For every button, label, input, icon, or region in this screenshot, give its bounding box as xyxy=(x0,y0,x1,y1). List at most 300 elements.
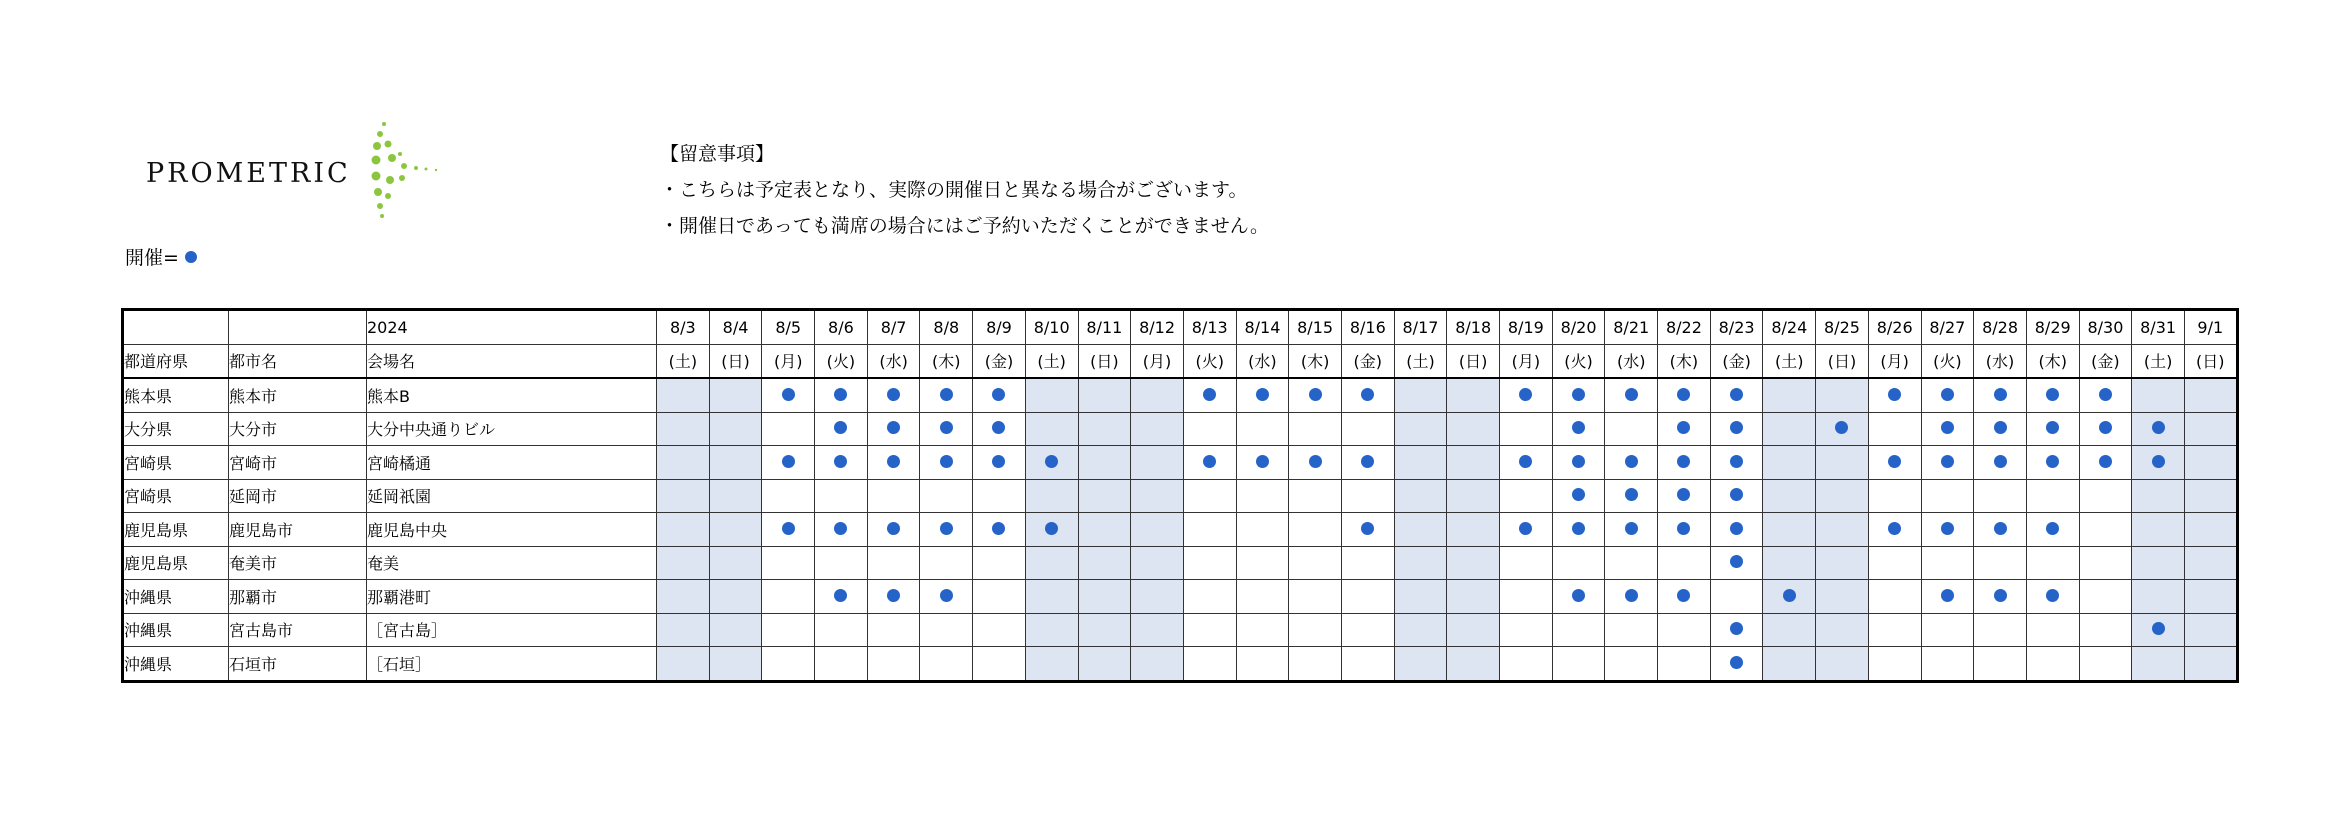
schedule-cell xyxy=(2026,580,2079,614)
schedule-cell xyxy=(1447,378,1500,412)
date-cell: 8/18 xyxy=(1447,310,1500,345)
held-dot-icon xyxy=(834,455,847,468)
schedule-cell xyxy=(2079,647,2132,682)
held-dot-icon xyxy=(1572,589,1585,602)
city-cell: 大分市 xyxy=(229,412,367,446)
schedule-cell xyxy=(1816,378,1869,412)
schedule-cell xyxy=(762,647,815,682)
weekday-cell: (月) xyxy=(1131,344,1184,378)
schedule-cell xyxy=(2184,412,2237,446)
venue-cell: 大分中央通りビル xyxy=(367,412,657,446)
weekday-cell: (金) xyxy=(1710,344,1763,378)
held-dot-icon xyxy=(1677,388,1690,401)
schedule-cell xyxy=(657,513,710,547)
held-dot-icon xyxy=(1625,589,1638,602)
city-cell: 延岡市 xyxy=(229,479,367,513)
weekday-cell: (日) xyxy=(709,344,762,378)
schedule-cell xyxy=(1868,546,1921,580)
weekday-cell: (月) xyxy=(762,344,815,378)
held-dot-icon xyxy=(1625,455,1638,468)
held-dot-icon xyxy=(992,522,1005,535)
date-cell: 8/23 xyxy=(1710,310,1763,345)
schedule-cell xyxy=(1921,412,1974,446)
schedule-cell xyxy=(1078,412,1131,446)
schedule-cell xyxy=(1974,378,2027,412)
schedule-cell xyxy=(1974,412,2027,446)
schedule-cell xyxy=(1710,378,1763,412)
date-cell: 8/20 xyxy=(1552,310,1605,345)
held-dot-icon xyxy=(2046,589,2059,602)
venue-row xyxy=(123,513,2238,547)
held-dot-icon xyxy=(1256,455,1269,468)
prefecture-cell: 沖縄県 xyxy=(123,580,229,614)
schedule-cell xyxy=(762,412,815,446)
city-cell: 那覇市 xyxy=(229,580,367,614)
schedule-cell xyxy=(815,479,868,513)
schedule-cell xyxy=(1447,613,1500,647)
schedule-cell xyxy=(2026,479,2079,513)
schedule-cell xyxy=(709,479,762,513)
schedule-cell xyxy=(1236,446,1289,480)
schedule-cell xyxy=(657,546,710,580)
held-dot-icon xyxy=(834,421,847,434)
schedule-cell xyxy=(2184,546,2237,580)
venue-cell: ［石垣］ xyxy=(367,647,657,682)
date-cell: 8/9 xyxy=(973,310,1026,345)
schedule-cell xyxy=(815,513,868,547)
venue-row xyxy=(123,613,2238,647)
held-dot-icon xyxy=(887,421,900,434)
held-dot-icon xyxy=(1941,522,1954,535)
schedule-cell xyxy=(1394,613,1447,647)
notes-section xyxy=(660,136,1269,244)
held-dot-icon xyxy=(1730,488,1743,501)
schedule-cell xyxy=(1183,647,1236,682)
schedule-cell xyxy=(2026,412,2079,446)
held-dot-icon xyxy=(1045,455,1058,468)
weekday-cell: (木) xyxy=(1289,344,1342,378)
schedule-cell xyxy=(1289,613,1342,647)
schedule-cell xyxy=(1868,479,1921,513)
schedule-cell xyxy=(1816,513,1869,547)
schedule-cell xyxy=(1658,580,1711,614)
schedule-cell xyxy=(1025,647,1078,682)
schedule-cell xyxy=(1183,546,1236,580)
schedule-cell xyxy=(920,546,973,580)
schedule-cell xyxy=(1341,546,1394,580)
schedule-cell xyxy=(657,446,710,480)
schedule-cell xyxy=(1763,412,1816,446)
date-cell: 8/21 xyxy=(1605,310,1658,345)
held-dot-icon xyxy=(1519,388,1532,401)
schedule-cell xyxy=(2184,446,2237,480)
date-cell: 8/5 xyxy=(762,310,815,345)
schedule-cell xyxy=(1974,546,2027,580)
venue-cell: ［宮古島］ xyxy=(367,613,657,647)
held-dot-icon xyxy=(2046,455,2059,468)
schedule-cell xyxy=(1447,446,1500,480)
date-cell: 8/16 xyxy=(1341,310,1394,345)
schedule-cell xyxy=(1763,546,1816,580)
schedule-cell xyxy=(1763,378,1816,412)
date-cell: 8/4 xyxy=(709,310,762,345)
held-dot-icon xyxy=(1730,622,1743,635)
date-cell: 8/30 xyxy=(2079,310,2132,345)
prometric-logo xyxy=(140,118,460,228)
schedule-cell xyxy=(1341,513,1394,547)
schedule-cell xyxy=(2026,613,2079,647)
date-cell: 8/11 xyxy=(1078,310,1131,345)
date-cell: 8/17 xyxy=(1394,310,1447,345)
schedule-cell xyxy=(2184,580,2237,614)
schedule-cell xyxy=(657,479,710,513)
weekday-cell: (日) xyxy=(1078,344,1131,378)
schedule-cell xyxy=(1447,412,1500,446)
schedule-cell xyxy=(1921,446,1974,480)
held-dot-icon xyxy=(1730,555,1743,568)
date-row xyxy=(123,310,2238,345)
schedule-cell xyxy=(1131,412,1184,446)
schedule-cell xyxy=(1658,378,1711,412)
city-cell: 宮崎市 xyxy=(229,446,367,480)
schedule-cell xyxy=(762,378,815,412)
schedule-cell xyxy=(762,613,815,647)
held-dot-icon xyxy=(834,522,847,535)
date-cell: 8/25 xyxy=(1816,310,1869,345)
schedule-cell xyxy=(762,546,815,580)
schedule-cell xyxy=(1447,513,1500,547)
schedule-cell xyxy=(1868,513,1921,547)
schedule-cell xyxy=(709,412,762,446)
schedule-cell xyxy=(709,446,762,480)
notes-line: ・こちらは予定表となり、実際の開催日と異なる場合がございます。 xyxy=(660,179,1248,201)
schedule-cell xyxy=(2184,647,2237,682)
weekday-cell: (木) xyxy=(2026,344,2079,378)
venue-row xyxy=(123,479,2238,513)
schedule-cell xyxy=(1710,613,1763,647)
schedule-cell xyxy=(1025,479,1078,513)
schedule-cell xyxy=(2079,613,2132,647)
held-dot-icon xyxy=(782,522,795,535)
schedule-cell xyxy=(762,513,815,547)
weekday-cell: (火) xyxy=(1552,344,1605,378)
weekday-cell: (金) xyxy=(973,344,1026,378)
schedule-cell xyxy=(1605,412,1658,446)
schedule-cell xyxy=(1921,647,1974,682)
schedule-cell xyxy=(1763,479,1816,513)
column-header: 都市名 xyxy=(229,344,367,378)
schedule-cell xyxy=(1974,613,2027,647)
schedule-cell xyxy=(1394,412,1447,446)
schedule-cell xyxy=(1447,580,1500,614)
date-cell: 8/29 xyxy=(2026,310,2079,345)
schedule-cell xyxy=(1816,613,1869,647)
venue-row xyxy=(123,378,2238,412)
schedule-cell xyxy=(1605,513,1658,547)
held-dot-icon xyxy=(1361,522,1374,535)
schedule-cell xyxy=(973,546,1026,580)
schedule-cell xyxy=(920,412,973,446)
year-cell: 2024 xyxy=(367,310,657,345)
schedule-cell xyxy=(1816,479,1869,513)
schedule-cell xyxy=(815,378,868,412)
schedule-cell xyxy=(867,546,920,580)
schedule-cell xyxy=(1341,647,1394,682)
prefecture-cell: 熊本県 xyxy=(123,378,229,412)
schedule-cell xyxy=(1078,513,1131,547)
held-dot-icon xyxy=(782,455,795,468)
schedule-cell xyxy=(1710,546,1763,580)
schedule-cell xyxy=(1025,446,1078,480)
schedule-cell xyxy=(1710,446,1763,480)
held-dot-icon xyxy=(1994,522,2007,535)
schedule-cell xyxy=(657,378,710,412)
column-header: 都道府県 xyxy=(123,344,229,378)
prefecture-cell: 鹿児島県 xyxy=(123,546,229,580)
prefecture-cell: 宮崎県 xyxy=(123,446,229,480)
schedule-cell xyxy=(867,513,920,547)
prefecture-cell: 宮崎県 xyxy=(123,479,229,513)
held-dot-icon xyxy=(1572,488,1585,501)
notes-line: ・開催日であっても満席の場合にはご予約いただくことができません。 xyxy=(660,215,1269,237)
schedule-cell xyxy=(2132,378,2185,412)
held-dot-icon xyxy=(1677,589,1690,602)
held-dot-icon xyxy=(1994,455,2007,468)
schedule-cell xyxy=(867,412,920,446)
date-cell: 8/7 xyxy=(867,310,920,345)
schedule-cell xyxy=(2132,580,2185,614)
date-cell: 9/1 xyxy=(2184,310,2237,345)
held-dot-icon xyxy=(2099,455,2112,468)
held-dot-icon xyxy=(1941,421,1954,434)
city-cell: 鹿児島市 xyxy=(229,513,367,547)
schedule-cell xyxy=(2079,412,2132,446)
schedule-cell xyxy=(867,378,920,412)
schedule-cell xyxy=(2026,647,2079,682)
schedule-cell xyxy=(2079,580,2132,614)
held-dot-icon xyxy=(2099,388,2112,401)
schedule-cell xyxy=(1289,546,1342,580)
date-cell: 8/6 xyxy=(815,310,868,345)
schedule-cell xyxy=(1658,613,1711,647)
schedule-cell xyxy=(867,647,920,682)
schedule-cell xyxy=(2079,513,2132,547)
schedule-cell xyxy=(657,580,710,614)
held-dot-icon xyxy=(1888,522,1901,535)
logo-burst-icon xyxy=(364,118,454,228)
schedule-cell xyxy=(1025,513,1078,547)
schedule-cell xyxy=(1552,647,1605,682)
held-dot-icon xyxy=(940,421,953,434)
schedule-cell xyxy=(1552,613,1605,647)
weekday-cell: (木) xyxy=(920,344,973,378)
schedule-cell xyxy=(2079,546,2132,580)
weekday-cell: (水) xyxy=(1974,344,2027,378)
held-dot-icon xyxy=(1994,421,2007,434)
held-dot-icon xyxy=(1203,455,1216,468)
prefecture-cell: 沖縄県 xyxy=(123,647,229,682)
held-dot-icon xyxy=(992,421,1005,434)
schedule-cell xyxy=(709,513,762,547)
schedule-cell xyxy=(1816,412,1869,446)
schedule-cell xyxy=(1921,613,1974,647)
venue-row xyxy=(123,446,2238,480)
venue-row xyxy=(123,647,2238,682)
held-dot-icon xyxy=(1572,522,1585,535)
schedule-cell xyxy=(2026,546,2079,580)
schedule-cell xyxy=(1078,546,1131,580)
schedule-cell xyxy=(1078,613,1131,647)
held-dot-icon xyxy=(1730,421,1743,434)
held-dot-icon xyxy=(1677,455,1690,468)
held-dot-icon xyxy=(887,522,900,535)
schedule-cell xyxy=(1921,580,1974,614)
schedule-cell xyxy=(1025,378,1078,412)
schedule-cell xyxy=(1025,580,1078,614)
held-dot-icon xyxy=(1730,455,1743,468)
schedule-cell xyxy=(1552,412,1605,446)
city-cell: 宮古島市 xyxy=(229,613,367,647)
schedule-cell xyxy=(2026,378,2079,412)
schedule-cell xyxy=(709,613,762,647)
schedule-cell xyxy=(973,580,1026,614)
venue-cell: 鹿児島中央 xyxy=(367,513,657,547)
schedule-cell xyxy=(1974,647,2027,682)
schedule-cell xyxy=(1974,479,2027,513)
schedule-cell xyxy=(1552,446,1605,480)
schedule-cell xyxy=(1236,546,1289,580)
schedule-cell xyxy=(1500,378,1553,412)
schedule-cell xyxy=(1500,546,1553,580)
schedule-cell xyxy=(1500,479,1553,513)
schedule-cell xyxy=(1605,446,1658,480)
schedule-cell xyxy=(1605,647,1658,682)
legend xyxy=(125,243,197,270)
date-cell: 8/10 xyxy=(1025,310,1078,345)
held-dot-icon xyxy=(887,455,900,468)
schedule-cell xyxy=(1341,613,1394,647)
date-cell: 8/12 xyxy=(1131,310,1184,345)
schedule-cell xyxy=(709,378,762,412)
schedule-cell xyxy=(815,613,868,647)
schedule-cell xyxy=(1974,446,2027,480)
schedule-cell xyxy=(1289,412,1342,446)
schedule-cell xyxy=(973,479,1026,513)
weekday-cell: (土) xyxy=(1763,344,1816,378)
schedule-cell xyxy=(1605,580,1658,614)
date-cell: 8/15 xyxy=(1289,310,1342,345)
schedule-cell xyxy=(657,613,710,647)
schedule-cell xyxy=(2184,479,2237,513)
schedule-cell xyxy=(1974,513,2027,547)
schedule-cell xyxy=(2026,446,2079,480)
venue-cell: 宮崎橘通 xyxy=(367,446,657,480)
weekday-cell: (土) xyxy=(1394,344,1447,378)
schedule-cell xyxy=(920,479,973,513)
schedule-cell xyxy=(1658,479,1711,513)
weekday-cell: (月) xyxy=(1500,344,1553,378)
held-dot-icon xyxy=(1677,522,1690,535)
weekday-cell: (土) xyxy=(1025,344,1078,378)
held-dot-icon xyxy=(1361,388,1374,401)
schedule-cell xyxy=(1025,412,1078,446)
schedule-cell xyxy=(1552,546,1605,580)
held-dot-icon xyxy=(1256,388,1269,401)
date-cell: 8/26 xyxy=(1868,310,1921,345)
schedule-cell xyxy=(1289,446,1342,480)
held-dot-icon xyxy=(1625,388,1638,401)
city-cell: 石垣市 xyxy=(229,647,367,682)
weekday-cell: (火) xyxy=(815,344,868,378)
schedule-cell xyxy=(1658,546,1711,580)
schedule-cell xyxy=(2184,513,2237,547)
schedule-cell xyxy=(815,580,868,614)
schedule-cell xyxy=(1131,479,1184,513)
schedule-cell xyxy=(1447,647,1500,682)
schedule-cell xyxy=(1658,513,1711,547)
schedule-cell xyxy=(657,412,710,446)
city-cell: 奄美市 xyxy=(229,546,367,580)
schedule-cell xyxy=(920,580,973,614)
date-cell: 8/27 xyxy=(1921,310,1974,345)
held-dot-icon xyxy=(1888,388,1901,401)
held-dot-icon xyxy=(2099,421,2112,434)
schedule-cell xyxy=(1500,446,1553,480)
schedule-cell xyxy=(1921,378,1974,412)
schedule-cell xyxy=(1131,378,1184,412)
date-cell: 8/8 xyxy=(920,310,973,345)
schedule-cell xyxy=(1868,412,1921,446)
schedule-cell xyxy=(1763,613,1816,647)
schedule-cell xyxy=(1552,513,1605,547)
schedule-cell xyxy=(1868,647,1921,682)
schedule-cell xyxy=(1341,580,1394,614)
schedule-cell xyxy=(1816,546,1869,580)
schedule-cell xyxy=(1078,647,1131,682)
schedule-cell xyxy=(1816,647,1869,682)
schedule-cell xyxy=(1289,378,1342,412)
schedule-cell xyxy=(1394,446,1447,480)
date-cell: 8/13 xyxy=(1183,310,1236,345)
date-cell: 8/28 xyxy=(1974,310,2027,345)
schedule-cell xyxy=(1236,580,1289,614)
schedule-cell xyxy=(1078,378,1131,412)
schedule-cell xyxy=(1552,479,1605,513)
schedule-cell xyxy=(1552,580,1605,614)
held-dot-icon xyxy=(1045,522,1058,535)
date-cell: 8/19 xyxy=(1500,310,1553,345)
schedule-cell xyxy=(2026,513,2079,547)
schedule-cell xyxy=(1394,479,1447,513)
held-dot-icon xyxy=(834,589,847,602)
city-cell: 熊本市 xyxy=(229,378,367,412)
held-dot-icon xyxy=(1835,421,1848,434)
date-cell: 8/14 xyxy=(1236,310,1289,345)
held-dot-icon xyxy=(940,522,953,535)
held-dot-icon xyxy=(1941,455,1954,468)
schedule-cell xyxy=(1500,412,1553,446)
notes-heading: 【留意事項】 xyxy=(660,143,775,165)
schedule-cell xyxy=(1763,580,1816,614)
held-dot-icon xyxy=(1203,388,1216,401)
weekday-cell: (水) xyxy=(867,344,920,378)
schedule-cell xyxy=(1921,546,1974,580)
weekday-cell: (水) xyxy=(1236,344,1289,378)
schedule-cell xyxy=(1447,479,1500,513)
held-dot-icon xyxy=(1730,522,1743,535)
schedule-cell xyxy=(1289,513,1342,547)
schedule-cell xyxy=(1710,513,1763,547)
